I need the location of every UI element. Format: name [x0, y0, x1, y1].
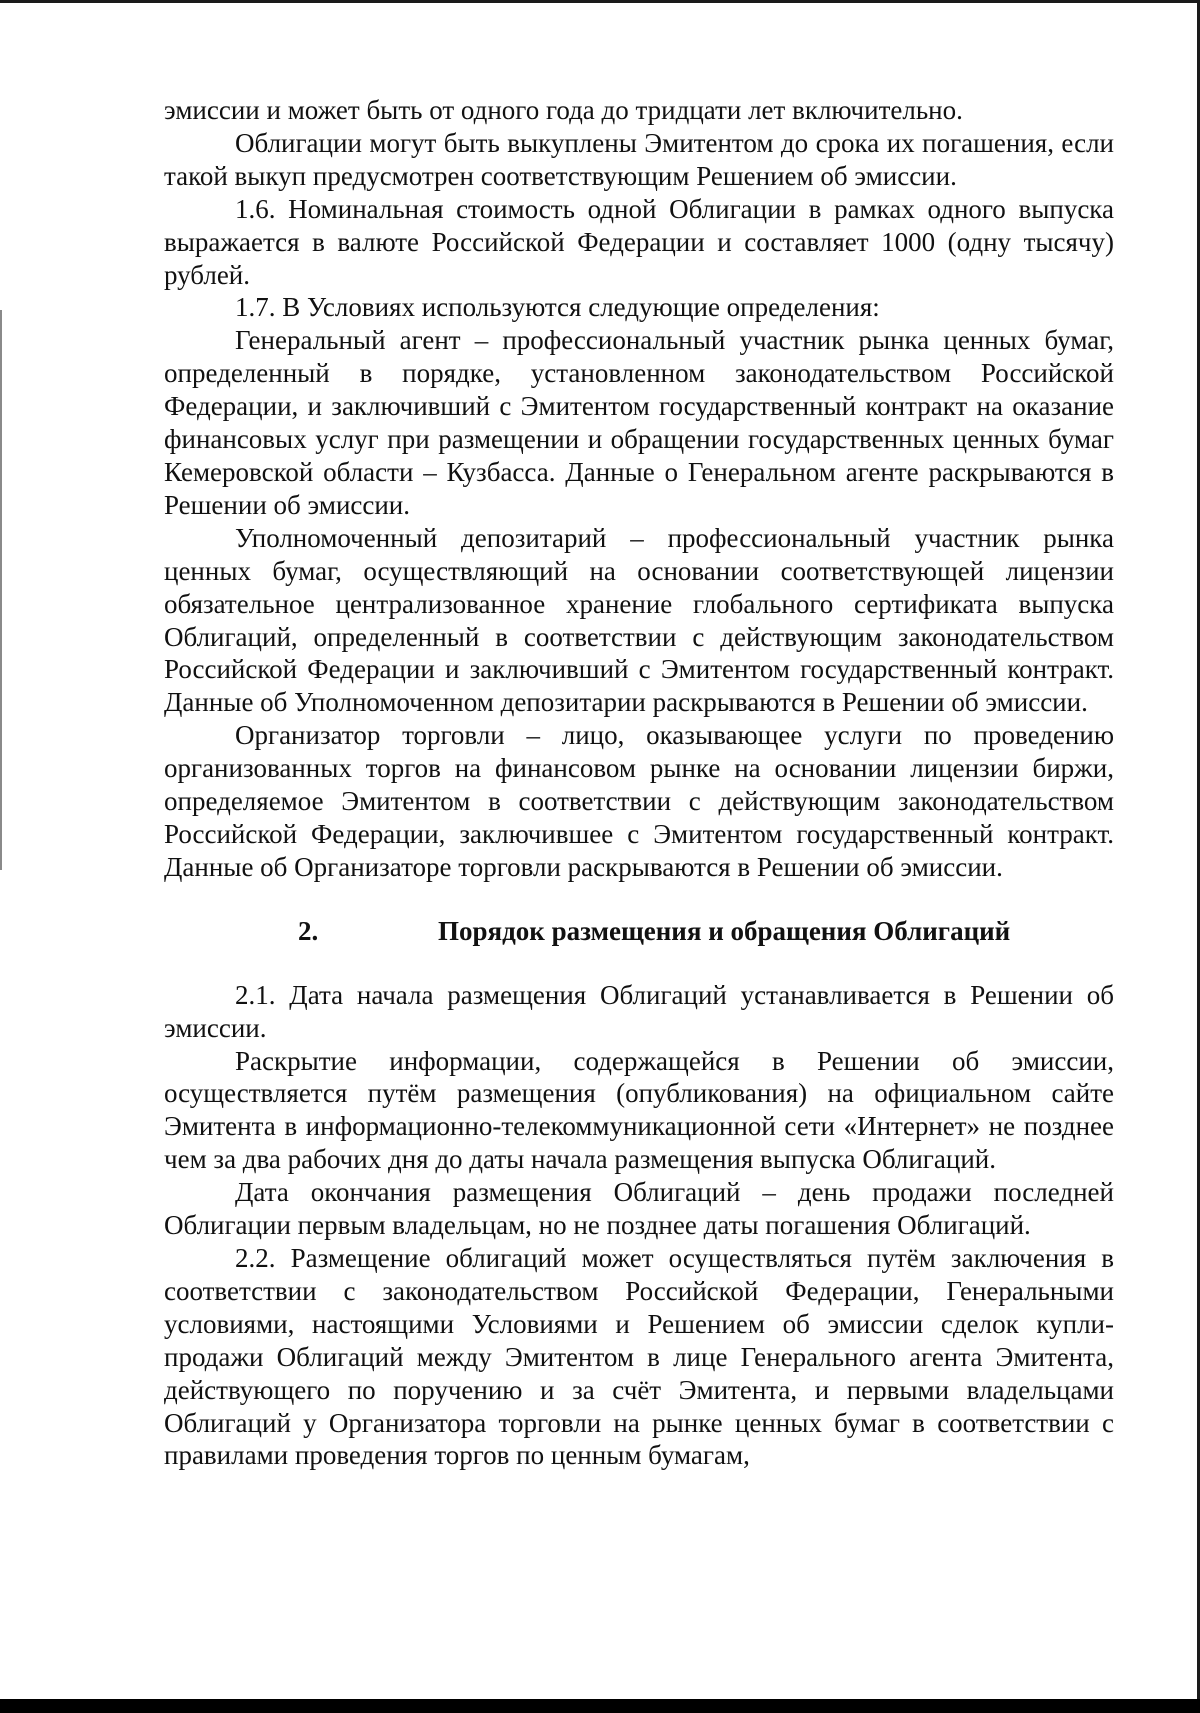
section-number: 2.: [298, 915, 319, 946]
paragraph: эмиссии и может быть от одного года до тридцати лет включительно.: [164, 95, 963, 125]
paragraph: Генеральный агент – профессиональный участник рынка ценных бумаг, определенный в порядке, установленном законодательством Российской Федерации, и заключивший с Эмитентом государственный контракт на оказание финансовых услуг при размещении и обращении государственных ценных бумаг Кемеровской области – Кузбасса. Данные о Генеральном агенте раскрываются в Решении об эмиссии.: [164, 325, 1114, 520]
paragraph: Раскрытие информации, содержащейся в Решении об эмиссии, осуществляется путём размещения (опубликования) на официальном сайте Эмитента в информационно-телекоммуникационной сети «Интернет» не позднее чем за два рабочих дня до даты начала размещения выпуска Облигаций.: [164, 1045, 1114, 1175]
paragraphs-after-section: [164, 979, 1114, 1473]
document-page: [164, 94, 1114, 1472]
scan-border-left: [0, 310, 2, 870]
paragraph: Облигации могут быть выкуплены Эмитентом до срока их погашения, если такой выкуп предусмотрен соответствующим Решением об эмиссии.: [164, 127, 1114, 191]
paragraph: 1.7. В Условиях используются следующие определения:: [235, 292, 880, 323]
paragraph: 1.6. Номинальная стоимость одной Облигации в рамках одного выпуска выражается в валюте Российской Федерации и составляет 1000 (одну тысячу) рублей.: [164, 193, 1114, 290]
scan-border-top: [0, 0, 1200, 3]
paragraph: Уполномоченный депозитарий – профессиональный участник рынка ценных бумаг, осуществляющий на основании соответствующей лицензии обязательное централизованное хранение глобального сертификата выпуска Облигаций, определенный в соответствии с действующим законодательством Российской Федерации и заключивший с Эмитентом государственный контракт. Данные об Уполномоченном депозитарии раскрываются в Решении об эмиссии.: [164, 522, 1114, 718]
paragraph: 2.2. Размещение облигаций может осуществляться путём заключения в соответствии с законодательством Российской Федерации, Генеральными условиями, настоящими Условиями и Решением об эмиссии сделок купли-продажи Облигаций между Эмитентом в лице Генерального агента Эмитента, действующего по поручению и за счёт Эмитента, и первыми владельцами Облигаций у Организатора торговли на рынке ценных бумаг в соответствии с правилами проведения торгов по ценным бумагам,: [164, 1243, 1114, 1471]
paragraphs-before-section: [164, 94, 1114, 884]
paragraph: 2.1. Дата начала размещения Облигаций устанавливается в Решении об эмиссии.: [164, 979, 1114, 1043]
scan-border-bottom: [0, 1699, 1200, 1713]
section-heading: [164, 915, 1114, 948]
paragraph: Дата окончания размещения Облигаций – день продажи последней Облигации первым владельцам, но не позднее даты погашения Облигаций.: [164, 1177, 1114, 1241]
paragraph: Организатор торговли – лицо, оказывающее услуги по проведению организованных торгов на финансовом рынке на основании лицензии биржи, определяемое Эмитентом в соответствии с действующим законодательством Российской Федерации, заключившее с Эмитентом государственный контракт. Данные об Организаторе торговли раскрываются в Решении об эмиссии.: [164, 720, 1114, 882]
section-title: Порядок размещения и обращения Облигаций: [438, 915, 1011, 946]
